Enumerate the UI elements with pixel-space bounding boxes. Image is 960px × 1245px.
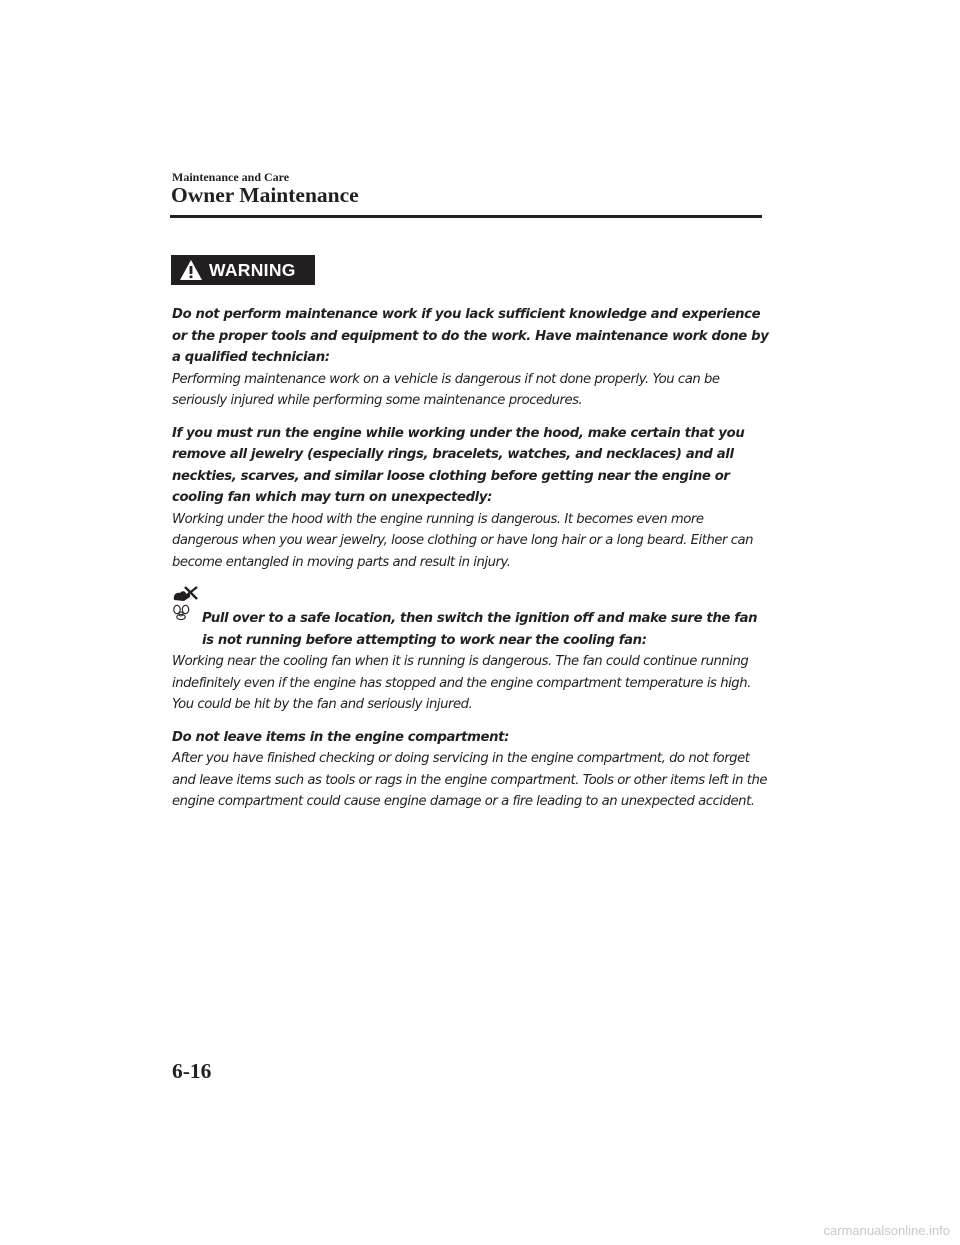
warning-triangle-icon <box>179 259 203 281</box>
warning-heading: Do not leave items in the engine compartment: <box>172 729 509 745</box>
warning-heading: Pull over to a safe location, then switch the ignition off and make sure the fan is not running before attempting to work near the cooling fan: <box>202 611 758 648</box>
warning-text: Working under the hood with the engine running is dangerous. It becomes even more dangerous when you wear jewelry, loose clothing or have long hair or a long beard. Either can become entangled in moving parts and result in injury. <box>172 511 754 570</box>
fan-warning-row <box>172 608 772 651</box>
section-label: Maintenance and Care <box>172 170 290 184</box>
warning-banner <box>171 255 315 285</box>
warning-text: Working near the cooling fan when it is running is dangerous. The fan could continue running indefinitely even if the engine has stopped and the engine compartment temperature is high. You could be hit by the fan and seriously injured. <box>172 654 751 712</box>
warning-text: After you have finished checking or doing servicing in the engine compartment, do not forget and leave items such as tools or rags in the engine compartment. Tools or other items left in the engine compartment could cause engine damage or a fire leading to an unexpected accident. <box>172 751 768 809</box>
watermark: carmanualsonline.info <box>823 1223 950 1238</box>
warning-item <box>172 423 772 574</box>
warning-heading: If you must run the engine while working under the hood, make certain that you remove all jewelry (especially rings, bracelets, watches, and necklaces) and all neckties, scarves, and similar loose clothing before getting near the engine or cooling fan which may turn on unexpectedly: <box>172 425 745 505</box>
warning-text: Performing maintenance work on a vehicle is dangerous if not done properly. You can be seriously injured while performing some maintenance procedures. <box>172 371 720 408</box>
warning-item <box>172 304 772 412</box>
warning-body <box>172 304 772 824</box>
warning-label: WARNING <box>209 259 296 280</box>
warning-item <box>172 727 772 813</box>
warning-heading: Do not perform maintenance work if you lack sufficient knowledge and experience or the proper tools and equipment to do the work. Have maintenance work done by a qualified technician: <box>172 307 769 365</box>
page-title: Owner Maintenance <box>171 183 359 207</box>
title-divider <box>170 215 762 218</box>
page-number: 6-16 <box>172 1059 212 1083</box>
warning-item <box>172 586 772 716</box>
